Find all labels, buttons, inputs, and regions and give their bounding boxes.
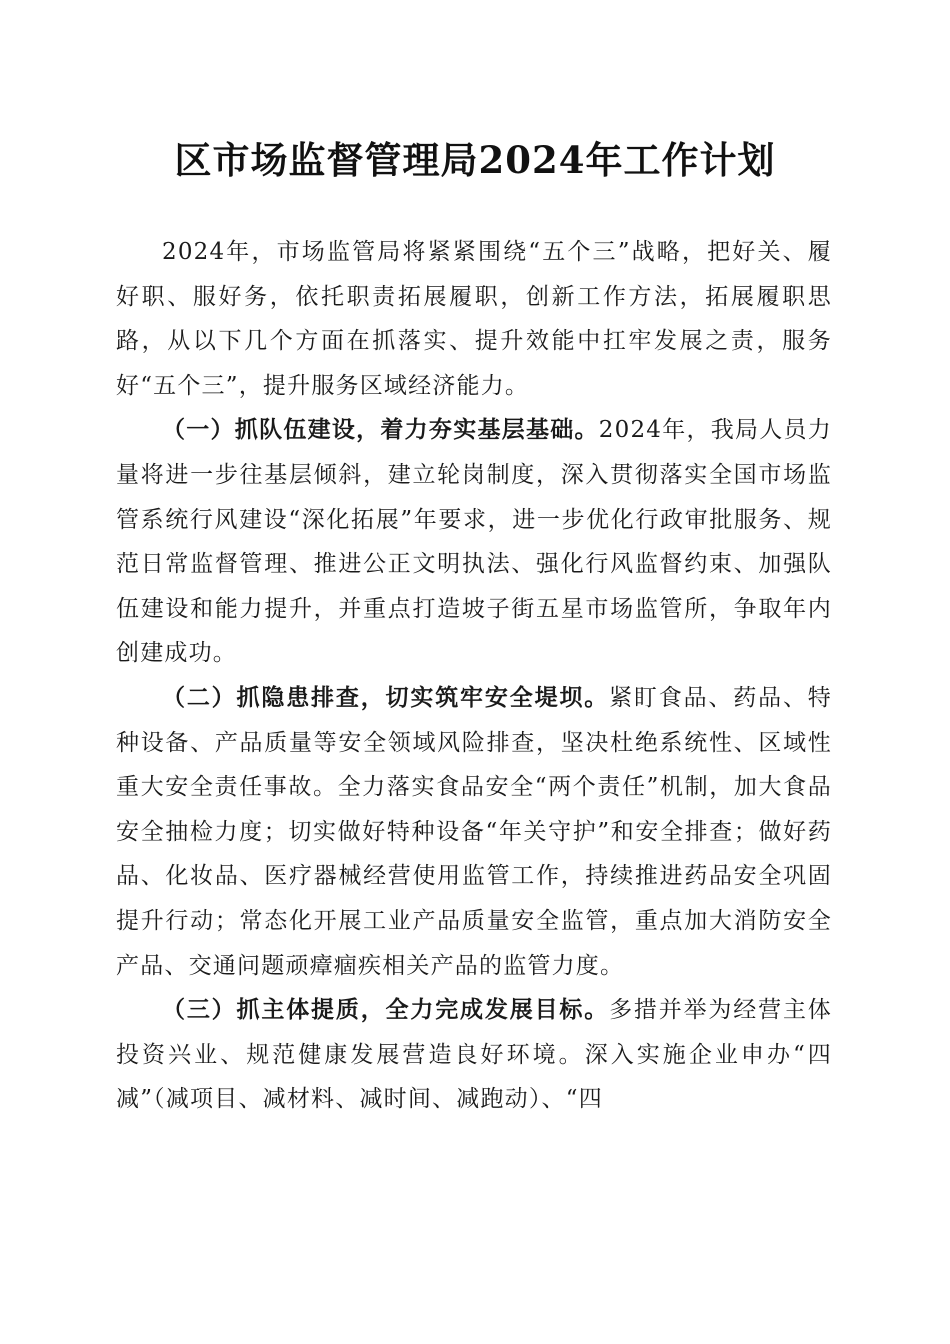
- section-1-text: 2024年，我局人员力量将进一步往基层倾斜，建立轮岗制度，深入贯彻落实全国市场监管系统行风建设“深化拓展”年要求，进一步优化行政审批服务、规范日常监督管理、推进公正文明执法、强化行风监督约束、加强队伍建设和能力提升，并重点打造坡子街五星市场监管所，争取年内创建成功。: [116, 417, 832, 667]
- section-3-paragraph: [116, 988, 832, 1122]
- intro-paragraph: 2024年，市场监管局将紧紧围绕“五个三”战略，把好关、履好职、服好务，依托职责拓展履职，创新工作方法，拓展履职思路，从以下几个方面在抓落实、提升效能中扛牢发展之责，服务好“五个三”，提升服务区域经济能力。: [116, 239, 832, 399]
- section-2-heading: （二）抓隐患排查，切实筑牢安全堤坝。: [162, 683, 610, 711]
- section-2-text: 紧盯食品、药品、特种设备、产品质量等安全领域风险排查，坚决杜绝系统性、区域性重大安全责任事故。全力落实食品安全“两个责任”机制，加大食品安全抽检力度；切实做好特种设备“年关守护”和安全排查；做好药品、化妆品、医疗器械经营使用监管工作，持续推进药品安全巩固提升行动；常态化开展工业产品质量安全监管，重点加大消防安全产品、交通问题顽瘴痼疾相关产品的监管力度。: [116, 684, 832, 979]
- section-2-paragraph: [116, 676, 832, 988]
- section-1-paragraph: [116, 408, 832, 676]
- section-3-heading: （三）抓主体提质，全力完成发展目标。: [162, 996, 610, 1024]
- document-title: 区市场监督管理局2024年工作计划: [174, 138, 776, 182]
- section-1-heading: （一）抓队伍建设，着力夯实基层基础。: [162, 416, 599, 444]
- section-3-text: 多措并举为经营主体投资兴业、规范健康发展营造良好环境。深入实施企业申办“四减”（减项目、减材料、减时间、减跑动）、“四: [116, 997, 832, 1113]
- document-body: [116, 230, 832, 1122]
